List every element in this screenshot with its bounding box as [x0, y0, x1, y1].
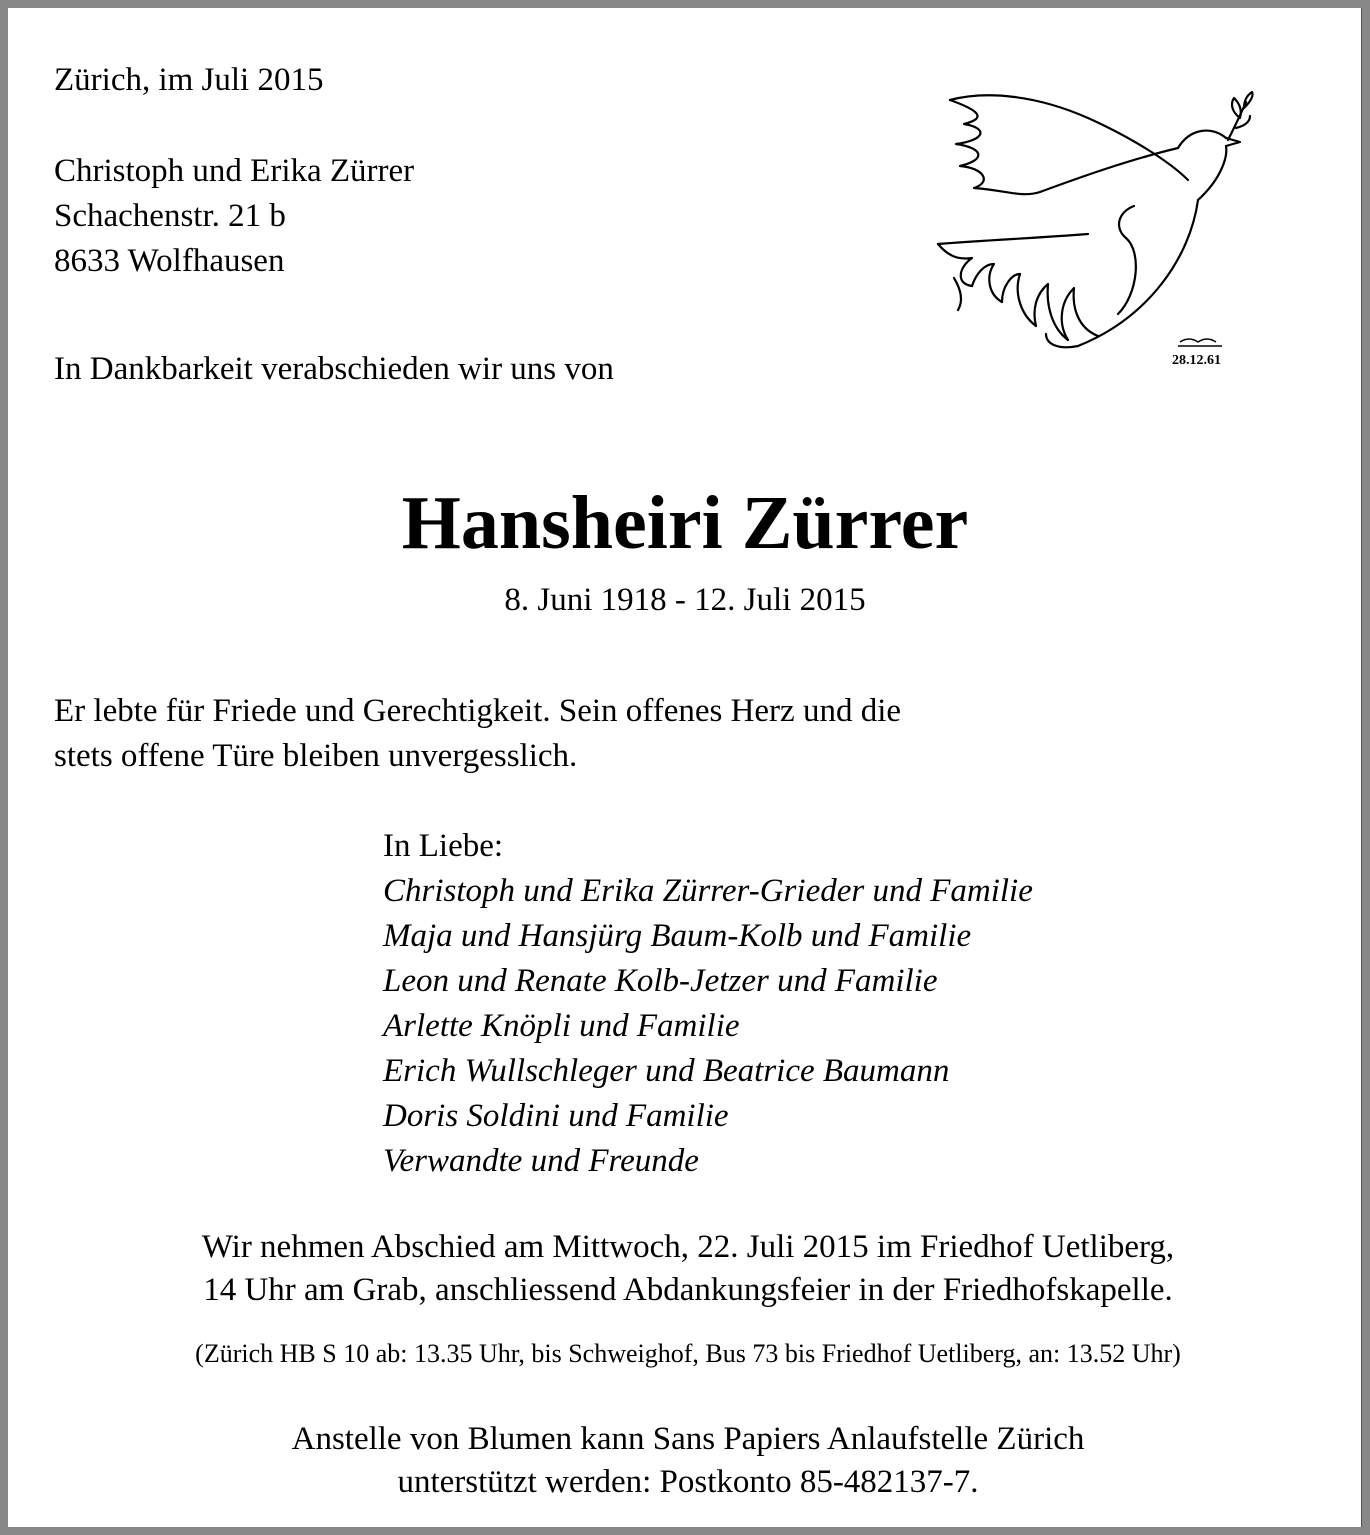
donation-line-1: Anstelle von Blumen kann Sans Papiers Anlaufstelle Zürich: [291, 1421, 1085, 1457]
mourner-item: Maja und Hansjürg Baum-Kolb und Familie: [383, 918, 972, 954]
mourner-item: Doris Soldini und Familie: [383, 1098, 729, 1134]
sender-city: 8633 Wolfhausen: [54, 243, 285, 279]
mourner-item: Christoph und Erika Zürrer-Grieder und Familie: [383, 873, 1033, 909]
ceremony-info: [0, 1226, 1370, 1312]
ceremony-line-2: 14 Uhr am Grab, anschliessend Abdankungsfeier in der Friedhofskapelle.: [203, 1272, 1173, 1308]
tribute-text: [54, 689, 901, 779]
mourner-item: Leon und Renate Kolb-Jetzer und Familie: [383, 963, 938, 999]
transit-info: (Zürich HB S 10 ab: 13.35 Uhr, bis Schweighof, Bus 73 bis Friedhof Uetliberg, an: 13.52 Uhr): [195, 1339, 1181, 1368]
mourner-item: Erich Wullschleger und Beatrice Baumann: [383, 1053, 950, 1089]
mourners-list: [383, 824, 1033, 1184]
donation-line-2: unterstützt werden: Postkonto 85-482137-7.: [397, 1464, 979, 1500]
sender-names: Christoph und Erika Zürrer: [54, 153, 415, 189]
sender-address: [54, 149, 414, 284]
donation-info: [0, 1418, 1370, 1504]
signature-date: 28.12.61: [1172, 353, 1221, 368]
intro-text: In Dankbarkeit verabschieden wir uns von: [54, 351, 614, 387]
place-date: Zürich, im Juli 2015: [54, 62, 324, 98]
sender-street: Schachenstr. 21 b: [54, 198, 286, 234]
mourners-heading: In Liebe:: [383, 828, 504, 864]
life-dates: 8. Juni 1918 - 12. Juli 2015: [504, 582, 866, 618]
tribute-line-2: stets offene Türe bleiben unvergesslich.: [54, 738, 578, 774]
mourner-item: Arlette Knöpli und Familie: [383, 1008, 740, 1044]
mourner-item: Verwandte und Freunde: [383, 1143, 699, 1179]
ceremony-line-1: Wir nehmen Abschied am Mittwoch, 22. Juli 2015 im Friedhof Uetliberg,: [201, 1229, 1175, 1265]
dove-icon: [928, 88, 1258, 368]
deceased-name: Hansheiri Zürrer: [401, 481, 969, 565]
tribute-line-1: Er lebte für Friede und Gerechtigkeit. Sein offenes Herz und die: [54, 693, 902, 729]
